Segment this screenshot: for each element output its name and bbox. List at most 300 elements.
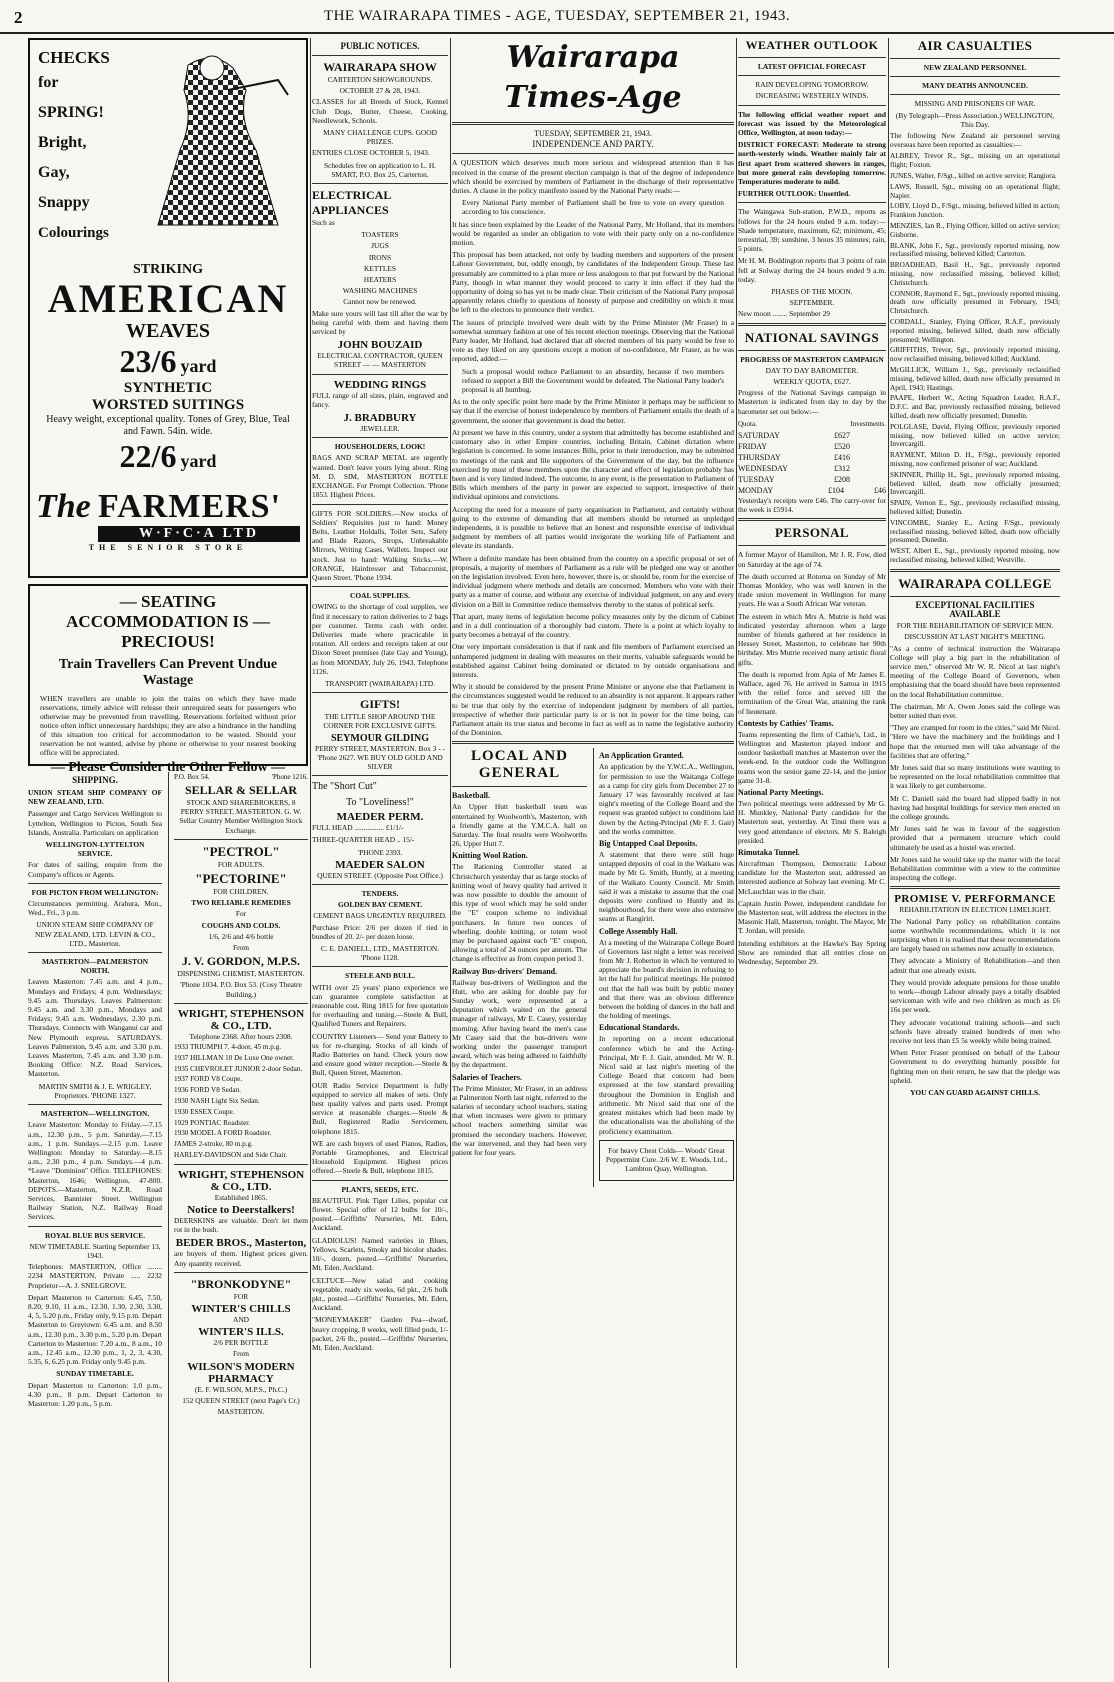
car-list	[174, 1043, 308, 1160]
plants-item: CELTUCE—New salad and cooking vegetable, ready six weeks, 6d pkt., 2/6 bulk pkt., posted.—Griffiths' Nurseries, Mt. Eden, Auckland.	[312, 1275, 448, 1313]
personal-para: The esteem in which Mrs A. Mutrie is held was indicated yesterday afternoon when a large number of friends gathered at her residence in Hessey Street, Masterton, to celebrate her 90th birthday. Mrs Mutrie received many artistic floral gifts.	[738, 611, 886, 667]
electrical-body: Make sure yours will last till after the war by being careful with them and having them serviced by	[312, 308, 448, 337]
cathies-sub: Contests by Cathies' Teams.	[738, 718, 834, 728]
editorial-headline: INDEPENDENCE AND PARTY.	[532, 139, 654, 150]
gilding-addr: PERRY STREET, MASTERTON. Box 3 - - 'Phone 2627. WE BUY OLD GOLD AND SILVER	[315, 743, 445, 771]
electrical-renew: Cannot now be renewed.	[343, 297, 417, 307]
savings-quota: £627	[834, 430, 850, 440]
column-rule	[310, 38, 311, 1668]
plants-title: PLANTS, SEEDS, ETC.	[341, 1184, 419, 1194]
local-sub: Educational Standards.	[599, 1023, 680, 1033]
column-1-lower	[28, 772, 308, 1682]
savings-day: THURSDAY	[738, 452, 781, 462]
exhibitors-notice: Intending exhibitors at the Hawke's Bay Spring Show are reminded that all entries close on Wednesday, September 29.	[738, 938, 886, 967]
cough-ad-text: For heavy Chest Colds— Woods' Great Peppermint Cure. 2/6 W. E. Woods, Ltd., Lambton Quay, Wellington.	[605, 1145, 728, 1174]
personal-title: PERSONAL	[775, 525, 849, 541]
coughs: COUGHS AND COLDS.	[201, 920, 281, 930]
masthead-title: THE WAIRARAPA TIMES - AGE, TUESDAY, SEPTEMBER 21, 1943.	[323, 8, 791, 24]
wl-service: WELLINGTON-LYTTELTON SERVICE.	[45, 840, 145, 859]
striking-label: STRIKING	[132, 262, 204, 277]
college-para: Mr Jones said he was in favour of the suggestion provided that a permanent structure which could ultimately be used as a hostel was erected.	[890, 824, 1060, 852]
yard-label: yard	[180, 451, 217, 471]
college-body	[890, 644, 1060, 883]
column-1	[28, 38, 308, 1668]
local-body: At a meeting of the Wairarapa College Board of Governors last night a letter was received from Mr J. Roberton in which he ventured to appreciate the board's decision in refusing to let the hall for political meetings. He pointed out that the hall was built by public money and that there was an obvious difference between the holding of dances in the hall and the holding of meetings.	[599, 937, 734, 1021]
college-title: WAIRARAPA COLLEGE	[898, 575, 1052, 591]
for: For	[235, 909, 247, 919]
rb-body: Depart Masterton to Carterton: 6.45, 7.50, 8.20, 9.10, 11 a.m., 12.30, 1.30, 2.30, 3.30, 4, 5, 5.20 p.m., Friday only, 9.15 p.m. Depart Masterton to Greytown: 6.45 a.m. and 8.50 a.m., 12.30 p.m., 3.30 p.m., 5.20 p.m. Depart Carterton to Masterton: 7.20 a.m., 8 a.m., 10 a.m., 12.45 a.m., 12.30 p.m., 1, 2, 3, 4.30, 5.35, 6, 6.25 p.m. Friday only 9.45 p.m.	[28, 1292, 162, 1367]
college-for: FOR THE REHABILITATION OF SERVICE MEN.	[896, 621, 1054, 631]
price: 1/6, 2/6 and 4/6 bottle	[208, 931, 274, 941]
personal-para: The death is reported from Apia of Mr James E. Wallace, aged 76. He arrived in Samoa in 1915 with the relief force and served till the termination of the Great War, attaining the rank of lieutenant.	[738, 669, 886, 716]
picton-body: Circumstances permitting. Arahura, Mon., Wed., Fri., 3 p.m.	[28, 899, 162, 918]
electrical-item: WASHING MACHINES	[342, 286, 418, 296]
column-3	[452, 38, 734, 1668]
chemist-phone: 'Phone 1034. P.O. Box 53. (Cosy Theatre Building.)	[180, 980, 302, 999]
weather-station: The Waingawa Sub-station, P.W.D., reports as follows for the 24 hours ended 9 a.m. today:—Shade temperature, maximum, 62; minimum, 45; terrestrial, 39; sunshine, 3 hours 35 minutes; rain, 5 points.	[738, 207, 886, 254]
householders-body: RAGS AND SCRAP METAL are urgently wanted. Don't leave yours lying about. Ring M. D. SIM, MASTERTON BOTTLE EXCHANGE. For Prompt Collection. 'Phone 1853. Highest Prices.	[312, 453, 448, 500]
casualty-item: BLANK, John F., Sgt., previously reported missing, now reclassified missing, believed killed; Carterton.	[890, 241, 1060, 259]
weather-line2: INCREASING WESTERLY WINDS.	[755, 91, 869, 101]
pectorine-name: "PECTORINE"	[195, 871, 287, 887]
seating-footer: — Please Consider the Other Fellow —	[50, 760, 286, 775]
seating-sub: Train Travellers Can Prevent Undue Wastage	[58, 657, 278, 688]
show-schedules: Schedules free on application to L. H. SMART, P.O. Box 25, Carterton.	[323, 160, 437, 179]
farmers-wfca: W·F·C·A LTD	[98, 526, 300, 542]
beder-body: are buyers of them. Highest prices given. Any quantity received.	[174, 1249, 308, 1268]
gifts-sub: THE LITTLE SHOP AROUND THE CORNER FOR EXCLUSIVE GIFTS.	[323, 712, 437, 731]
promise-para: The National Party policy on rehabilitation contains some worthwhile recommendations, which it is not surprising when it is realised that these recommendations are largely based on schemes now actually in existence.	[890, 916, 1060, 954]
sunday-title: SUNDAY TIMETABLE.	[56, 1369, 134, 1379]
editorial-para: That apart, many items of legislation become policy measures only by the dictum of Cabinet and in a dull continuation of a thoroughly bad custom. There is a point at which loyalty to party becomes a betrayal of the country.	[452, 611, 734, 640]
farmers-ad	[28, 38, 308, 578]
savings-row	[738, 463, 886, 474]
local-sub: Big Untapped Coal Deposits.	[599, 839, 698, 849]
editorial-para: Accepting the need for a measure of party organisation in Parliament, and certainly without going to the extreme of demanding that all members should be returned as unpledged independents, it is possible to believe that an honest and responsible exercise of individual judgment by members of all parties would invigorate the working life of Parliament and elevate its standards.	[452, 504, 734, 551]
savings-quota: £520	[834, 441, 850, 451]
party-sub: National Party Meetings.	[738, 787, 824, 797]
savings-day: TUESDAY	[738, 474, 775, 484]
checks-line: Gay,	[38, 164, 70, 181]
savings-row	[738, 441, 886, 452]
air-title: AIR CASUALTIES	[917, 38, 1033, 53]
college-sub: EXCEPTIONAL FACILITIES AVAILABLE	[915, 599, 1035, 619]
bronk-and: AND	[232, 1315, 249, 1325]
sellar-name: SELLAR & SELLAR	[184, 783, 298, 797]
promise-title: PROMISE V. PERFORMANCE	[894, 893, 1056, 906]
farmers-name: FARMERS'	[98, 488, 282, 525]
steele-item: COUNTRY Listeners— Send your Battery to us for re-charging. Stocks of all kinds of Radio Batteries on hand. Check yours now and ensure good winter reception.—Steele & Bull, Queen Street, Masterton.	[312, 1031, 448, 1078]
car-item: 1929 PONTIAC Roadster.	[174, 1118, 251, 1127]
weather-title: WEATHER OUTLOOK	[745, 38, 879, 52]
savings-weekly: WEEKLY QUOTA, £627.	[773, 377, 851, 387]
column-rule	[888, 38, 889, 1668]
party-body: Two political meetings were addressed by Mr G. H. Munkley, National Party candidate for the Masterton seat, yesterday. At Tinui there was a very good attendance of electors. Mr S. Raleigh presided.	[738, 798, 886, 845]
bronk-price: 2/6 PER BOTTLE	[213, 1338, 269, 1348]
maeder-perm: MAEDER PERM.	[336, 811, 424, 824]
steele-item: OUR Radio Service Department is fully equipped to service all makes of sets. Only best quality valves and parts used. Prompt service at reasonable charges.—Steele & Bull, Registered Radio Servicemen, telephone 1815.	[312, 1080, 448, 1136]
wright-phone: Telephone 2368. After hours 2308.	[189, 1031, 293, 1041]
casualty-item: CORDALL, Stanley, Flying Officer, R.A.F., previously reported missing, believed killed, death now officially presumed; Wellington.	[890, 317, 1060, 344]
bradbury-name: J. BRADBURY	[343, 412, 417, 425]
bronk-for: FOR	[233, 1291, 249, 1301]
editorial-quote: Every National Party member of Parliament shall be free to vote on every question according to his conscience.	[462, 198, 724, 217]
savings-body: Progress of the National Savings campaign in Masterton is indicated from day to day by the barometer set out below:—	[738, 388, 886, 416]
plants-item: BEAUTIFUL Pink Tiger Lilies, popular cut flower. Special offer of 12 bulbs for 10/-, posted.—Griffiths' Nurseries, Mt. Eden, Auckland.	[312, 1195, 448, 1233]
air-body: The following New Zealand air personnel serving overseas have been reported as casualties:—	[890, 131, 1060, 150]
yard-label: yard	[180, 356, 217, 376]
maeder-salon: MAEDER SALON	[335, 858, 425, 871]
cement-sub: CEMENT BAGS URGENTLY REQUIRED.	[313, 911, 447, 921]
weaves-label: WEAVES	[125, 320, 211, 342]
quota-label: Quota.	[738, 419, 757, 428]
deerstalkers: Notice to Deerstalkers!	[187, 1204, 295, 1217]
short-cut-line1: The "Short Cut"	[312, 781, 377, 793]
college-para: Mr Jones said he would take up the matter with the local Rehabilitation committee with a view to the committee inspecting the college.	[890, 854, 1060, 883]
bouzaid-trade: ELECTRICAL CONTRACTOR, QUEEN STREET — — MASTERTON	[317, 351, 443, 370]
farmers-logo	[36, 488, 300, 552]
local-right	[593, 748, 734, 1187]
pharmacy-town: MASTERTON.	[217, 1407, 265, 1417]
sellar-box: P.O. Box 54.	[174, 773, 210, 781]
casualty-item: MENZIES, Ian R., Flying Officer, killed on active service; Gisborne.	[890, 222, 1060, 239]
column-4	[738, 38, 886, 1668]
casualty-item: SPAIN, Vernon E., Sgt., previously reclassified missing, believed killed; Dunedin.	[890, 499, 1060, 516]
synthetic-label: SYNTHETIC	[123, 380, 213, 396]
steele-item: WE are cash buyers of used Pianos, Radios, Portable Gramophones, and Electrical Household Equipment. Highest prices offered.—Steele & Bull, telephone 1815.	[312, 1138, 448, 1176]
public-notices-heading: PUBLIC NOTICES.	[340, 41, 420, 51]
savings-footer: Yesterday's receipts were £46. The carry-over for the week is £5914.	[738, 495, 886, 515]
local-body: The Rationing Controller stated at Christchurch yesterday that as large stocks of knitting wool of heavy quality had arrived it was now possible to double the amount of this type of wool which may be sold under the "E" coupon scheme to individual purchasers. In future two ounces of wheeling, double knitting, or totem wool may be purchased against each "E" coupon, allowing a total of 24 ounces per annum. The change is effective as from coupon period 3.	[452, 862, 587, 964]
casualty-item: WEST, Albert E., Sgt., previously reported missing, now reclassified missing, believed killed; Westville.	[890, 547, 1060, 564]
price-1: 23/6	[119, 343, 177, 379]
short-cut-line2: To "Loveliness!"	[346, 797, 414, 809]
maeder-phone: 'PHONE 2393.	[357, 847, 403, 857]
local-body: An Upper Hutt basketball team was entertained by Woolworth's, Masterton, with a friendly game at the Y.M.C.A. hall on Saturday. The final results were Woolworths 26, Upper Hutt 7.	[452, 802, 587, 849]
seating-ad	[28, 584, 308, 775]
savings-quota: £208	[834, 474, 850, 484]
usc-name: UNION STEAM SHIP COMPANY OF NEW ZEALAND, LTD.	[28, 788, 162, 807]
savings-header	[738, 419, 886, 430]
new-moon: New moon ........ September 29	[738, 309, 830, 319]
weaves-body: Heavy weight, exceptional quality. Tones of Grey, Blue, Teal and Fawn. 54in. wide.	[46, 414, 290, 437]
bradbury-trade: JEWELLER.	[360, 424, 400, 434]
editorial-para: This proposal has been attacked, not only by leading members and supporters of the present Labour Government, but, oddly enough, by candidates of the Independent Group. These last presumably are committed to a plan more or less analogous to that put forward by the National Party, though in what manner they would proceed to carry it into effect if they had the opportunity of doing so has yet to be made clear. Their criticism of the National Party proposal apparently relates chiefly to questions of honesty of purpose and credibility on which it must be left to the electors to pronounce their verdict.	[452, 250, 734, 315]
guard-chills: YOU CAN GUARD AGAINST CHILLS.	[910, 1088, 1040, 1098]
moon-title: PHASES OF THE MOON.	[771, 287, 853, 297]
usc-body: Passenger and Cargo Services Wellington to Lyttelton, Wellington to Picton, South Sea Islands, Australia. Particulars on application	[28, 809, 162, 837]
casualty-item: BROADHEAD, Basil H., Sgt., previously reported missing, now reclassified missing, believed killed; Christchurch.	[890, 261, 1060, 287]
rings-body: FULL range of all sizes, plain, engraved and fancy.	[312, 390, 448, 409]
soldiers-gifts: GIFTS FOR SOLDIERS.—New stocks of Soldiers' Requisites just to hand: Money Belts, Leather Holdalls, Toilet Sets, Safety and Blade Razors, Strops, Unbreakable Mirrors, Writing Cases, Wallets. Inspect our stock. Just to hand: Walking Sticks.—W. ORANGE, Hairdresser and Tobacconist, Queen Street. 'Phone 1934.	[312, 508, 448, 582]
editorial-para: Why it should be considered by the present Prime Minister or anyone else that Parliament in the circumstances suggested would be reduced to an absurdity is not apparent. It appears rather to be true that only by the exercise of independent judgment by members of all parties, irrespective of whether their particular party is or is not in power for the time being, can Parliament attain its true status and become in fact as well as in name the legislative authority of the Dominion.	[452, 682, 734, 738]
american-block	[38, 262, 298, 475]
casualty-item: PAAPE, Herbert W., Acting Squadron Leader, R.A.F., D.F.C. and Bar, previously reclassified missing, believed killed, death now officially presumed; Dunedin.	[890, 394, 1060, 420]
local-sub: Knitting Wool Ration.	[452, 851, 528, 861]
casualty-item: LAWS, Russell, Sgt., missing on an operational flight; Napier.	[890, 182, 1060, 200]
pectrol-name: "PECTROL"	[202, 843, 280, 859]
power-notice: Captain Justin Power, independent candidate for the Masterton seat, will address the electors in the Masonic Hall, Masterton, tonight. The Mayor, Mr T. Jordan, will preside.	[738, 898, 886, 936]
local-body: In reporting on a recent educational conference which he and the Acting-Principal, Mr F. J. Gair, attended, Mr W. R. Nicol said at last night's meeting of the College Board that concern had been expressed at the low standard prevailing throughout the Dominion in English and arithmetic. Mr Nicol said that one of the greatest mistakes which had been made by the educationalists was the abolishing of the proficiency examination.	[599, 1034, 734, 1136]
tenders-title: TENDERS.	[361, 888, 399, 898]
local-sub: An Application Granted.	[599, 751, 684, 761]
casualty-item: JUNES, Walter, F/Sgt., killed on active service; Rangiora.	[890, 172, 1057, 181]
picton-title: FOR PICTON FROM WELLINGTON:	[31, 887, 159, 897]
page-number: 2	[14, 8, 23, 27]
casualty-item: VINCOMBE, Stanley E., Acting F/Sgt., previously reclassified missing, believed killed, death now officially presumed; Dunedin.	[890, 518, 1060, 545]
coal-title: COAL SUPPLIES.	[350, 591, 410, 601]
weather-sub: LATEST OFFICIAL FORECAST	[757, 62, 867, 71]
editorial-quote: Such a proposal would reduce Parliament to an absurdity, because if two members refused to support a Bill the Government would be defeated. The National Party leader's proposal is all humbug.	[462, 366, 724, 395]
deerskins: DEERSKINS are valuable. Don't let them rot in the bush.	[174, 1216, 308, 1235]
electrical-item: IRONS	[368, 252, 392, 262]
car-item: 1930 MODEL A FORD Roadster.	[174, 1129, 272, 1138]
checks-line: Snappy	[38, 194, 90, 211]
savings-row	[738, 430, 886, 441]
householders-title: HOUSEHOLDERS, LOOK!	[334, 442, 426, 452]
savings-sub: PROGRESS OF MASTERTON CAMPAIGN	[740, 354, 884, 364]
chemist-name: J. V. GORDON, M.P.S.	[181, 954, 301, 969]
bouzaid-name: JOHN BOUZAID	[337, 339, 423, 352]
personal-para: A former Mayor of Hamilton, Mr J. R. Fow, died on Saturday at the age of 74.	[738, 550, 886, 569]
american-headline: AMERICAN	[47, 276, 289, 321]
electrical-item: KETTLES	[363, 263, 397, 273]
coal-firm: TRANSPORT (WAIRARAPA) LTD.	[325, 678, 435, 688]
usc-agents: UNION STEAM SHIP COMPANY OF NEW ZEALAND, LTD. LEVIN & CO., LTD., Masterton.	[34, 920, 156, 948]
farmers-the: The	[36, 488, 91, 525]
weather-further: FURTHER OUTLOOK: Unsettled.	[738, 189, 851, 199]
remedies: TWO RELIABLE REMEDIES	[191, 898, 291, 908]
coal-body: OWING to the shortage of coal supplies, we find it necessary to ration deliveries to 2 bags per customer. Terms cash with order. Deliveries made where practicable in rotation. All orders and receipts taken at our Dixon Street premises (late Gay and Young), as from MONDAY, July 26, 1943. Telephone 1126.	[312, 602, 448, 676]
show-body: CLASSES for all Breeds of Stock, Kennel Club Dogs, Butter, Cheese, Cooking, Needlework, Schools.	[312, 97, 448, 125]
savings-day: MONDAY	[738, 485, 774, 495]
seating-headline: — SEATING ACCOMMODATION IS — PRECIOUS!	[66, 592, 270, 651]
car-item: 1933 TRIUMPH 7. 4-door, 45 m.p.g.	[174, 1043, 281, 1052]
price-2: 22/6	[119, 438, 177, 474]
local-and-general	[452, 748, 734, 1187]
pharmacy-addr: 152 QUEEN STREET (next Page's Cr.)	[182, 1395, 300, 1405]
local-body: The Prime Minister, Mr Fraser, in an address at Palmerston North last night, referred to the salaries of secondary school teachers, stating that when increases were given to primary school teachers something similar was promised the secondary teachers. However, the war intervened, and they had been very patient for four years.	[452, 1083, 587, 1158]
casualty-item: McGILLICK, William J., Sgt., previously reclassified missing, believed killed, death now officially presumed in April, 1943; Hastings.	[890, 365, 1060, 392]
daniell: C. E. DANIELL, LTD., MASTERTON. 'Phone 1128.	[320, 944, 440, 963]
chemist-trade: DISPENSING CHEMIST, MASTERTON.	[177, 969, 305, 979]
sellar-trade: STOCK AND SHAREBROKERS, 8 PERRY STREET, MASTERTON. G. W. Sellar Country Member Wellington Stock Exchange.	[179, 798, 303, 835]
local-body: An application by the Y.W.C.A., Wellington, for permission to use the Waitanga College as a camp for city girls from December 27 to January 17 was favourably received at last night's meeting of the College Board and the request was granted subject to conditions laid down by the Acting-Principal (Mr F. J. Gair) and the works committee.	[599, 762, 734, 836]
promise-sub: REHABILITATION IN ELECTION LIMELIGHT.	[899, 905, 1051, 915]
nameplate: Wairarapa Times-Age	[504, 40, 682, 115]
cough-ad	[599, 1140, 734, 1182]
savings-title: NATIONAL SAVINGS	[744, 329, 880, 345]
electrical-item: JUGS	[371, 241, 389, 251]
moon-sept: SEPTEMBER.	[789, 298, 835, 308]
air-dateline: (By Telegraph—Press Association.) WELLINGTON, This Day.	[895, 110, 1055, 129]
full-head: FULL HEAD ................ £1/1/-	[312, 823, 404, 833]
savings-baro: DAY TO DAY BAROMETER.	[765, 365, 859, 375]
college-para: "As a centre of technical instruction the Wairarapa College will play a big part in the rehabilitation of service men," observed Mr W. R. Nicol at last night's meeting of the College Board of Governors, when emphasising that the board should have been represented on the local Rehabilitation committee.	[890, 643, 1060, 699]
steele-item: WITH over 25 years' piano experience we can guarantee complete satisfaction at reasonable cost. Ring 1815 for free quotation for overhauling and tuning.—Steele & Bull, Qualified Tuners and Repairers.	[312, 982, 448, 1029]
shipping-section	[28, 772, 162, 1682]
shipping-heading: SHIPPING.	[72, 775, 118, 785]
rb-phones: Telephones: MASTERTON, Office ........ 2234 MASTERTON, Private ..... 2232 Proprietor—A. J. SNELGROVE.	[28, 1262, 162, 1290]
local-left	[452, 748, 587, 1187]
column-rule	[450, 38, 451, 1668]
college-para: Mr Jones said that so many institutions were wanting to be represented on the local rehabilitation committee that it was likely to get cumbersome.	[890, 762, 1060, 791]
editorial-para: A QUESTION which deserves much more serious and widespread attention than it has received in the course of the present election campaign is that of the degree of independence which should be exercised by members of Parliament in the discharge of their representative duties. A clause in the policy manifesto issued by the National Party reads:—	[452, 158, 734, 196]
pharmacy-name: WILSON'S MODERN PHARMACY	[187, 1360, 295, 1385]
weather-body: The following official weather report and forecast was issued by the Meteorological Office, Wellington, at noon today:—	[738, 109, 886, 138]
air-missing: MISSING AND PRISONERS OF WAR.	[914, 99, 1036, 109]
ads-col-1b	[168, 772, 308, 1682]
savings-day: SATURDAY	[738, 430, 780, 440]
editorial-para: One very important consideration is that if rank and file members of Parliament exercised an unhampered judgment in dealing with measures on their merits, valuable safeguards would be established against Cabinet being dominated or dictated to by outside organisations and interests.	[452, 642, 734, 679]
local-sub: Railway Bus-drivers' Demand.	[452, 966, 558, 976]
editorial-para: At present we have in this country, under a system that admittedly has become established and customary also in other Empire countries, including Britain, Cabinet dictation where legislation is concerned. In some instances Bills, prior to their introduction, may be submitted to meetings of the rank and file supporters of the Government of the day, but the influence exercised by most of these members upon the character and effect of legislation probably has been and is very limited indeed. The outcome, in any event, is the presentation to Parliament of Bills which members of the party in power are expected to support, irrespective of their individual opinions and convictions.	[452, 427, 734, 502]
fashion-illustration	[128, 50, 298, 235]
sellar-header	[174, 772, 308, 783]
column-2	[312, 38, 448, 1668]
show-entries: ENTRIES CLOSE OCTOBER 5, 1943.	[312, 148, 430, 158]
sunday-body: Depart Masterton to Carterton: 1.0 p.m., 4.30 p.m., 8 p.m. Depart Carterton to Masterton: 1.20 p.m., 5 p.m.	[28, 1380, 162, 1408]
savings-investment: £46	[874, 485, 886, 495]
weather-bodington: Mr H. M. Boddington reports that 3 points of rain fell at Solway during the 24 hours ended 9 a.m. today.	[738, 256, 886, 284]
rb-title: ROYAL BLUE BUS SERVICE.	[44, 1230, 146, 1240]
gilding-name: SEYMOUR GILDING	[330, 732, 430, 744]
car-item: 1930 ESSEX Coupe.	[174, 1107, 235, 1116]
tunnel-sub: Rimutaka Tunnel.	[738, 847, 800, 857]
wright2-est: Established 1865.	[214, 1192, 268, 1202]
savings-quota: £312	[834, 463, 850, 473]
checks-block	[38, 48, 118, 248]
wright-name: WRIGHT, STEPHENSON & CO., LTD.	[177, 1007, 305, 1032]
electrical-item: TOASTERS	[361, 230, 399, 240]
casualty-list	[890, 152, 1060, 564]
car-item: 1935 CHEVROLET JUNIOR 2-door Sedan.	[174, 1064, 303, 1073]
cement-body: Purchase Price: 2/6 per dozen if tied in bundles of 20. 2/- per dozen loose.	[312, 922, 448, 941]
car-item: 1937 HILLMAN 10 De Luxe One owner.	[174, 1053, 294, 1062]
savings-day: FRIDAY	[738, 441, 768, 451]
local-sub: Salaries of Teachers.	[452, 1072, 522, 1082]
farmers-tagline: THE SENIOR STORE	[88, 543, 248, 552]
wright2-name: WRIGHT, STEPHENSON & CO., LTD.	[177, 1168, 305, 1193]
rb-sub: NEW TIMETABLE. Starting September 13, 1943.	[29, 1241, 161, 1260]
masthead	[0, 0, 1114, 34]
mpn-body: Leaves Masterton: 7.45 a.m. and 4 p.m., Mondays and Fridays; 4 p.m. Wednesdays; 9.45 a.m. Thursdays. Leaves Palmerston: 9.45 a.m. and 3.30 p.m., Mondays and Fridays; 9.45 a.m. Wednesdays, 2.30 p.m. Thursdays. Connects with Wanganui car and New Plymouth express. SATURDAYS. Leaves Palmerston, 9.45 a.m. and 3.30 p.m. Leaves Masterton, 7.45 a.m. and 3.30 p.m. Booking Office: N.Z. Road Services, Masterton.	[28, 977, 162, 1079]
promise-para: They advocate vocational training schools—and such schools have already trained hundreds of men who receive not less than £5 5s weekly while being trained.	[890, 1017, 1060, 1046]
promise-para: They would provide adequate pensions for those unable to work—though Labour already pays a totally disabled serviceman with wife and two children as much as £6 16s per week.	[890, 977, 1060, 1015]
casualty-item: ALBREY, Trevor R., Sgt., missing on an operational flight; Foxton.	[890, 152, 1060, 170]
electrical-title: ELECTRICAL APPLIANCES	[312, 188, 391, 218]
pectrol-for: FOR ADULTS.	[217, 859, 265, 869]
three-quarter-head: THREE-QUARTER HEAD .. 15/-	[312, 835, 415, 845]
editorial-para: It has since been explained by the Leader of the National Party, Mr Holland, that its members would be regarded as under an obligation to vote with their party only on a no-confidence motion.	[452, 219, 734, 248]
plants-item: GLADIOLUS! Named varieties in Blues, Yellows, Scarlets, Smoky and bicolor shades. 10/-, dozen, posted.—Griffiths' Nurseries, Mt. Eden, Auckland.	[312, 1235, 448, 1273]
editorial-date: TUESDAY, SEPTEMBER 21, 1943.	[534, 129, 652, 138]
maeder-addr: QUEEN STREET. (Opposite Post Office.)	[317, 870, 443, 880]
worsted-label: WORSTED SUITINGS	[91, 397, 245, 413]
savings-day: WEDNESDAY	[738, 463, 788, 473]
promise-body	[890, 917, 1060, 1085]
bronkodyne-name: "BRONKODYNE"	[190, 1276, 292, 1291]
checks-line: for	[38, 74, 59, 91]
checks-line: SPRING!	[38, 104, 104, 121]
casualty-item: CONNOR, Raymond F., Sgt., previously reported missing, death now officially presumed in February, 1943; Christchurch.	[890, 289, 1060, 316]
air-many: MANY DEATHS ANNOUNCED.	[922, 81, 1028, 91]
college-disc: DISCUSSION AT LAST NIGHT'S MEETING.	[904, 632, 1046, 642]
rings-title: WEDDING RINGS	[333, 378, 427, 391]
column-rule	[736, 38, 737, 1668]
college-para: Mr C. Daniell said the board had slipped badly in not having had hospital buildings for service men erected on the college grounds.	[890, 793, 1060, 821]
promise-para: When Peter Fraser promised on behalf of the Labour Government to do everything humanly possible for fighting men on their return, he saw that the pledge was upheld.	[890, 1048, 1060, 1085]
casualty-item: GRIFFITHS, Trevor, Sgt., previously reported missing, now reclassified missing, believed killed; Auckland.	[890, 346, 1060, 364]
car-item: JAMES 2-stroke, 80 m.p.g.	[174, 1140, 253, 1149]
from: From	[232, 943, 249, 953]
personal-para: The death occurred at Rotorua on Sunday of Mr Thomas Monkley, who was well known in the trade union movement in Wellington for many years. He was a South African War veteran.	[738, 571, 886, 609]
mw-body: Leave Masterton: Monday to Friday.—7.15 a.m., 12.30 p.m., 5 p.m. Saturday.—7.15 a.m., 1 p.m. Sundays.—2.15 p.m. Leave Wellington: Monday to Saturday.—8.15 a.m., 2.30 p.m., 4 p.m. Sundays.—4 p.m. *Leave "Dominion" Office. TELEPHONES: Masterton, 1646; Wellington, 47-800. DEPOTS.—Masterton, N.Z.R. Road Services, Bannister Street. Wellington Railway Station, N.Z. Railway Road Services.	[28, 1120, 162, 1222]
savings-row	[738, 474, 886, 485]
show-title: WAIRARAPA SHOW	[323, 60, 437, 74]
editorial-para: Where a definite mandate has been obtained from the country on a specific proposal or set of proposals, a majority of members of Parliament as a rule will be pledged one way or another on the legislation involved. Even here, however, there is, or should be, room for the exercise of individual judgment where methods and details are concerned. Members who vote with their party as a matter of course, and without any exercise of individual judgment, on any and every division on a Bill in Committee reduce themselves thereby to the status of political serfs.	[452, 553, 734, 609]
car-item: 1936 FORD V8 Sedan.	[174, 1086, 241, 1095]
checks-line: Colourings	[38, 225, 109, 241]
editorial-para: The issues of principle involved were dealt with by the Prime Minister (Mr Fraser) in a somewhat summary fashion at one of his recent election meetings. Observing that the National Party leader, Mr Holland, had declared that all elected members of his party would be free to vote as they liked on any questions except a motion of no-confidence, Mr Fraser, as he was reported, added:—	[452, 317, 734, 364]
bronk-from: From	[232, 1349, 249, 1359]
local-body: Railway bus-drivers of Wellington and the Hutt, who are asking for double pay for Sunday work, were represented at a deputation which waited on the general manager of railways, Mr E. Casey, yesterday morning. After having heard the men's case Mr Casey said that the bus-drivers were working under the passenger transport award, which was being adhered to faithfully by the department.	[452, 977, 587, 1070]
casualty-item: RAYMENT, Milton D. H., F/Sgt., previously reported missing, now confirmed prisoner of war; Auckland.	[890, 451, 1060, 468]
weather-line1: RAIN DEVELOPING TOMORROW.	[755, 80, 869, 90]
air-sub: NEW ZEALAND PERSONNEL	[923, 63, 1027, 72]
investments-label: Investments.	[850, 419, 886, 428]
steele-title: STEELE AND BULL.	[344, 971, 416, 981]
bronk-ills: WINTER'S ILLS.	[198, 1326, 284, 1339]
local-sub: Basketball.	[452, 791, 491, 801]
cement-title: GOLDEN BAY CEMENT.	[337, 900, 423, 910]
checks-line: Bright,	[38, 134, 87, 151]
column-5	[890, 38, 1060, 1668]
editorial-para: As to the only specific point here made by the Prime Minister it perhaps may be sufficient to say that if the exercise of honest independence by members of Parliament entails the death of a government, the sooner that government is dead the better.	[452, 397, 734, 425]
casualty-item: LOBY, Lloyd D., F/Sgt., missing, believed killed in action; Frankton Junction.	[890, 202, 1060, 220]
proprietors: MARTIN SMITH & J. E. WRIGLEY, Proprietors. 'PHONE 1327.	[38, 1081, 152, 1100]
pharmacy-chemist: (E. F. WILSON, M.P.S., Ph.C.)	[194, 1384, 288, 1394]
promise-para: They advocate a Ministry of Rehabilitation—and then admit that one already exists.	[890, 956, 1060, 975]
checks-title: CHECKS	[38, 48, 110, 67]
wl-body: For dates of sailing, enquire from the Company's offices or Agents.	[28, 860, 162, 879]
local-body: A statement that there were still huge untapped deposits of coal in the Waikato was made by Mr G. Smith, Huntly, at a meeting of the Waikato County Council. Mr Smith said it was a mistake to assume that the coal deposits were confined to Huntly and its neighbourhood, for there were also extensive seams at Rangiriri.	[599, 850, 734, 924]
casualty-item: SKINNER, Phillip H., Sgt., previously reported missing, believed killed, death now officially presumed; Invercargill.	[890, 470, 1060, 497]
seating-body: WHEN travellers are unable to join the trains on which they have made reservations, timely advice will release their unrequired seats for passengers who otherwise may be prevented from travelling. Reservations forfeited without prior notice often inflict unnecessary hardships; they are also a hindrance in the handling of this situation too critical for accommodation to be wasted. Should your reservation be not wanted, advise by phone or otherwise to your nearest booking office will be appreciated.	[40, 694, 296, 757]
savings-quota: £104	[828, 485, 844, 495]
savings-quota: £416	[834, 452, 850, 462]
savings-table	[738, 430, 886, 496]
savings-row	[738, 485, 886, 496]
college-para: "They are cramped for room in the cities," said Mr Nicol. "Here we have the machinery and the buildings and I hope that the returned men will take advantage of the facilities that are offering."	[890, 723, 1060, 760]
weather-district: DISTRICT FORECAST: Moderate to strong north-westerly winds. Weather mainly fair at first apart from scattered showers in ranges, but more general rain developing tomorrow. Temperatures moderate to mild.	[738, 140, 886, 187]
local-sub: College Assembly Hall.	[599, 926, 678, 936]
cathies-body: Teams representing the firm of Cathie's, Ltd., in Wellington and Masterton played indoor and outdoor basketball matches at Masterton over the week-end. In the outdoor code the Wellington teams won the senior game 22-14, and the junior game 31-8.	[738, 729, 886, 785]
mpn-title: MASTERTON—PALMERSTON NORTH.	[41, 957, 149, 976]
mw-title: MASTERTON—WELLINGTON.	[40, 1109, 150, 1119]
sellar-phone: 'Phone 1216.	[271, 773, 308, 781]
pectorine-for: FOR CHILDREN.	[213, 887, 269, 897]
car-item: 1937 FORD V8 Coupe.	[174, 1075, 243, 1084]
car-item: 1930 NASH Light Six Sedan.	[174, 1097, 260, 1106]
casualty-item: POLGLASE, David, Flying Officer, previously reported missing, now believed killed on active service; Invercargill.	[890, 422, 1060, 449]
college-para: The chairman, Mr A. Owen Jones said the college was better suited than ever.	[890, 701, 1060, 720]
electrical-item: HEATERS	[363, 275, 397, 285]
plants-item: "MONEYMAKER" Garden Pea—dwarf, heavy cropping, 8 weeks, well filled pods, 1/- packet, 2/6 lb., posted.—Griffiths' Nurseries, Mt. Eden, Auckland.	[312, 1315, 448, 1352]
electrical-such: Such as	[312, 218, 335, 228]
bronk-chills: WINTER'S CHILLS	[191, 1303, 291, 1316]
show-place: CARTERTON SHOWGROUNDS.	[327, 75, 433, 84]
